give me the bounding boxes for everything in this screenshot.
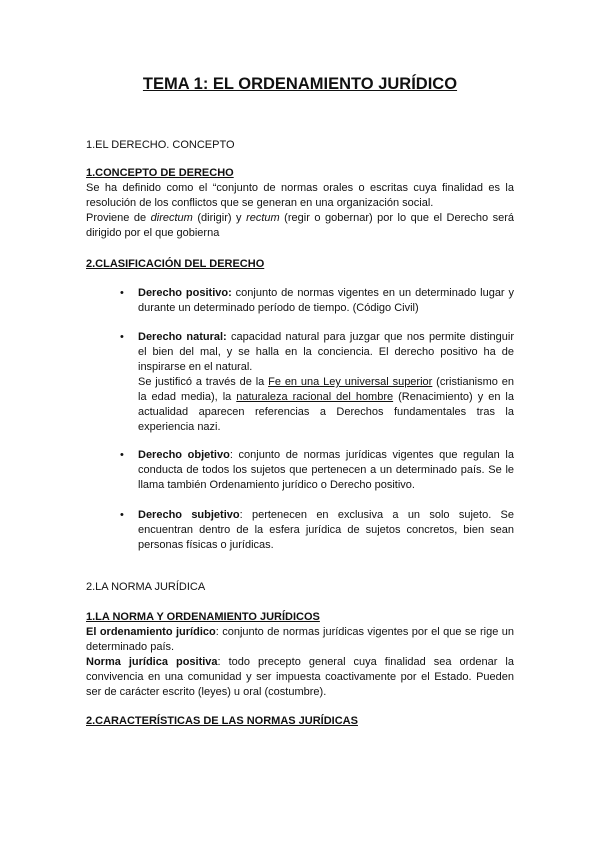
subheading-caracteristicas: 2.CARACTERÍSTICAS DE LAS NORMAS JURÍDICAS: [86, 715, 358, 727]
list-item-derecho-positivo: [138, 286, 514, 316]
bullet: •: [120, 331, 124, 343]
item-text: : conjunto de normas jurídicas vigentes que regulan la conducta de todos los sujetos que pertenecen a un determinado país. Se le llama también Ordenamiento jurídico o Derecho positivo.: [138, 449, 514, 491]
underlined-fe-ley: Fe en una Ley universal superior: [268, 376, 433, 388]
term-rectum: rectum: [246, 212, 280, 224]
list-item-derecho-natural-extra: [138, 375, 514, 435]
paragraph-etimologia: [86, 211, 514, 241]
norma-positiva-text: : todo precepto general cuya finalidad sea ordenar la convivencia en una comunidad y ser impuesta coactivamente por el Estado. Pueden ser de carácter escrito (leyes) u oral (costumbre).: [86, 656, 514, 698]
term-derecho-positivo: Derecho positivo:: [138, 287, 232, 299]
term-directum: directum: [150, 212, 193, 224]
term-norma-positiva: Norma jurídica positiva: [86, 656, 218, 668]
subheading-concepto: 1.CONCEPTO DE DERECHO: [86, 167, 234, 179]
section-heading-norma: 2.LA NORMA JURÍDICA: [86, 581, 206, 593]
bullet: •: [120, 509, 124, 521]
extra-text-a: Se justificó a través de la: [138, 376, 269, 388]
list-item-derecho-subjetivo: [138, 508, 514, 553]
page-title: TEMA 1: EL ORDENAMIENTO JURÍDICO: [142, 75, 458, 93]
etimologia-text-c: (regir o gobernar) por lo que el Derecho será dirigido por el que gobierna: [86, 212, 515, 239]
list-item-derecho-natural: [138, 330, 514, 375]
subheading-clasificacion: 2.CLASIFICACIÓN DEL DERECHO: [86, 258, 265, 270]
item-text: capacidad natural para juzgar que nos permite distinguir el bien del mal, y se halla en la conciencia. El derecho positivo ha de inspirarse en el natural.: [138, 331, 514, 373]
paragraph-ordenamiento: [86, 625, 514, 655]
paragraph-definicion: Se ha definido como el “conjunto de normas orales o escritas cuya finalidad es la resolución de los conflictos que se generan en una organización social.: [86, 182, 514, 209]
etimologia-text-b: (dirigir) y: [192, 212, 247, 224]
subheading-norma-ordenamiento: 1.LA NORMA Y ORDENAMIENTO JURÍDICOS: [86, 611, 320, 623]
item-text: : pertenecen en exclusiva a un solo sujeto. Se encuentran dentro de la esfera jurídica de sujetos concretos, bien sean personas físicas o jurídicas.: [138, 509, 515, 551]
underlined-naturaleza: naturaleza racional del hombre: [236, 391, 394, 403]
term-ordenamiento: El ordenamiento jurídico: [86, 626, 216, 638]
item-text: conjunto de normas vigentes en un determinado lugar y durante un determinado período de tiempo. (Código Civil): [138, 287, 515, 314]
term-derecho-objetivo: Derecho objetivo: [138, 449, 230, 461]
term-derecho-subjetivo: Derecho subjetivo: [138, 509, 240, 521]
term-derecho-natural: Derecho natural:: [138, 331, 227, 343]
section-heading-derecho: 1.EL DERECHO. CONCEPTO: [86, 139, 235, 151]
ordenamiento-text: : conjunto de normas jurídicas vigentes por el que se rige un determinado país.: [86, 626, 514, 653]
extra-text-b: (cristianismo en la edad media), la: [138, 376, 514, 403]
list-item-derecho-objetivo: [138, 448, 514, 493]
extra-text-c: (Renacimiento) y en la actualidad aparecen referencias a Derechos fundamentales tras la experiencia nazi.: [138, 391, 514, 433]
bullet: •: [120, 449, 124, 461]
paragraph-norma-positiva: [86, 655, 514, 700]
bullet: •: [120, 287, 124, 299]
etimologia-text-a: Proviene de: [86, 212, 151, 224]
